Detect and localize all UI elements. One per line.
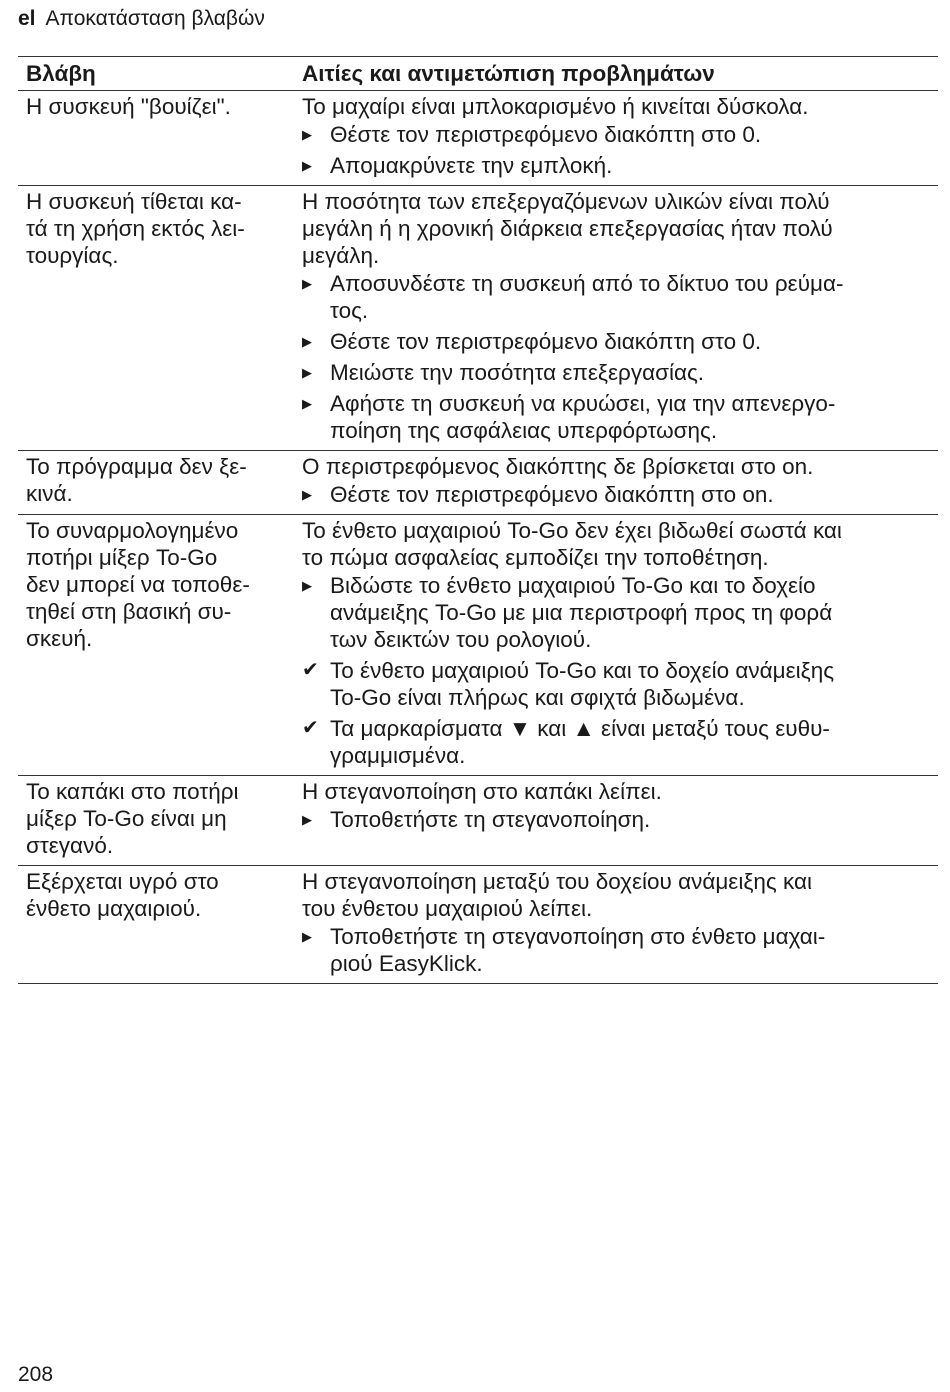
result-item	[302, 657, 938, 711]
bullet-triangle-icon: ▶	[302, 396, 312, 411]
cause-text: Το ένθετο μαχαιριού To-Go δεν έχει βιδωθεί σωστά και το πώμα ασφαλείας εμποδίζει την τοποθέτηση.	[302, 518, 842, 570]
fault-cell: Το πρόγραμμα δεν ξε- κινά.	[26, 454, 247, 506]
fault-cell: Η συσκευή τίθεται κα- τά τη χρήση εκτός λει- τουργίας.	[26, 189, 245, 268]
fault-cell: Η συσκευή "βουίζει".	[26, 94, 231, 119]
step-text: Βιδώστε το ένθετο μαχαιριού To-Go και το δοχείο ανάμειξης To-Go με μια περιστροφή προς τη φορά των δεικτών του ρολογιού.	[330, 573, 833, 652]
table-row	[18, 186, 938, 451]
cause-text: Ο περιστρεφόμενος διακόπτης δε βρίσκεται στο on.	[302, 454, 814, 479]
cause-text: Η στεγανοποίηση στο καπάκι λείπει.	[302, 779, 662, 804]
table-row	[18, 451, 938, 515]
action-step	[302, 121, 938, 148]
bullet-triangle-icon: ▶	[302, 929, 312, 944]
result-item	[302, 715, 938, 769]
action-step	[302, 806, 938, 833]
bullet-triangle-icon: ▶	[302, 812, 312, 827]
step-text: Απομακρύνετε την εμπλοκή.	[330, 153, 613, 178]
step-text: Θέστε τον περιστρεφόμενο διακόπτη στο 0.	[330, 122, 762, 147]
cause-cell	[302, 453, 938, 508]
action-step	[302, 923, 938, 977]
table-row	[18, 776, 938, 866]
action-step	[302, 328, 938, 355]
action-step	[302, 270, 938, 324]
bullet-triangle-icon: ▶	[302, 334, 312, 349]
column-header-cause: Αιτίες και αντιμετώπιση προβλημάτων	[302, 61, 715, 86]
language-code: el	[18, 7, 36, 30]
step-text: Το ένθετο μαχαιριού To-Go και το δοχείο ανάμειξης To-Go είναι πλήρως και σφιχτά βιδωμένα.	[330, 658, 835, 710]
step-text: Τοποθετήστε τη στεγανοποίηση.	[330, 807, 651, 832]
table-row	[18, 866, 938, 984]
step-text: Θέστε τον περιστρεφόμενο διακόπτη στο 0.	[330, 329, 762, 354]
header-divider	[18, 56, 938, 57]
action-step	[302, 359, 938, 386]
column-header-fault: Βλάβη	[26, 61, 96, 86]
action-step	[302, 152, 938, 179]
step-text: Θέστε τον περιστρεφόμενο διακόπτη στο on.	[330, 482, 774, 507]
step-text: Μειώστε την ποσότητα επεξεργασίας.	[330, 360, 705, 385]
bullet-triangle-icon: ▶	[302, 578, 312, 593]
bullet-triangle-icon: ▶	[302, 127, 312, 142]
action-step	[302, 390, 938, 444]
cause-cell	[302, 93, 938, 179]
action-step	[302, 481, 938, 508]
cause-text: Η ποσότητα των επεξεργαζόμενων υλικών είναι πολύ μεγάλη ή η χρονική διάρκεια επεξεργασίας ήταν πολύ μεγάλη.	[302, 189, 833, 268]
cause-cell	[302, 188, 938, 444]
fault-cell: Εξέρχεται υγρό στο ένθετο μαχαιριού.	[26, 869, 219, 921]
troubleshooting-table	[18, 60, 938, 984]
bullet-triangle-icon: ▶	[302, 487, 312, 502]
step-text: Αφήστε τη συσκευή να κρυώσει, για την απενεργο- ποίηση της ασφάλειας υπερφόρτωσης.	[330, 391, 836, 443]
cause-cell	[302, 868, 938, 977]
bullet-triangle-icon: ▶	[302, 365, 312, 380]
fault-cell: Το συναρμολογημένο ποτήρι μίξερ To-Go δεν μπορεί να τοποθε- τηθεί στη βασική συ- σκευή.	[26, 518, 250, 651]
cause-cell	[302, 517, 938, 769]
table-header-row	[18, 60, 938, 91]
page-header	[18, 6, 265, 32]
cause-text: Η στεγανοποίηση μεταξύ του δοχείου ανάμειξης και του ένθετου μαχαιριού λείπει.	[302, 869, 812, 921]
table-row	[18, 515, 938, 776]
check-mark-icon: ✔	[302, 717, 319, 739]
cause-cell	[302, 778, 938, 859]
page-number: 208	[18, 1363, 54, 1386]
check-mark-icon: ✔	[302, 659, 319, 681]
table-row	[18, 91, 938, 186]
step-text: Αποσυνδέστε τη συσκευή από το δίκτυο του ρεύμα- τος.	[330, 271, 844, 323]
cause-text: Το μαχαίρι είναι μπλοκαρισμένο ή κινείται δύσκολα.	[302, 94, 809, 119]
bullet-triangle-icon: ▶	[302, 276, 312, 291]
fault-cell: Το καπάκι στο ποτήρι μίξερ To-Go είναι μη στεγανό.	[26, 779, 239, 858]
step-text: Τα μαρκαρίσματα ▼ και ▲ είναι μεταξύ τους ευθυ- γραμμισμένα.	[330, 716, 830, 768]
bullet-triangle-icon: ▶	[302, 158, 312, 173]
step-text: Τοποθετήστε τη στεγανοποίηση στο ένθετο μαχαι- ριού EasyKlick.	[330, 924, 826, 976]
section-title: Αποκατάσταση βλαβών	[45, 7, 265, 30]
action-step	[302, 572, 938, 653]
